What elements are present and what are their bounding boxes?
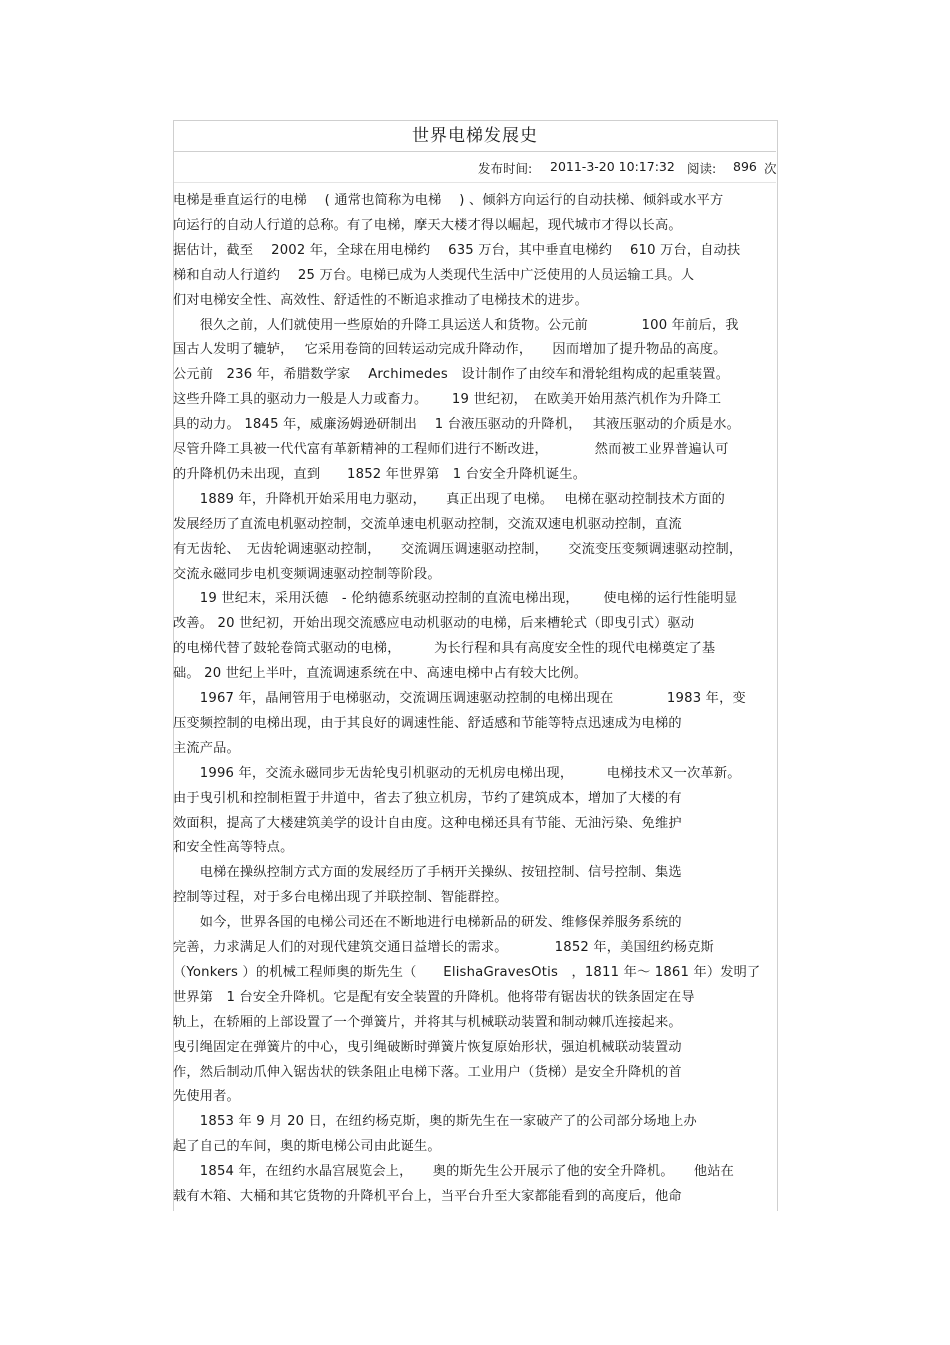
published-label: 发布时间: [478,161,533,176]
body-line: 向运行的自动人行道的总称。有了电梯，摩天大楼才得以崛起，现代城市才得以长高。 [173,217,682,233]
body-line: 主流产品。 [173,740,240,756]
reads-unit: 次 [764,161,777,176]
body-line: 19 世纪末，采用沃德 - 伦纳德系统驱动控制的直流电梯出现， 使电梯的运行性能明显 [173,591,738,607]
body-line: 1967 年，晶闸管用于电梯驱动，交流调压调速驱动控制的电梯出现在 1983 年，变 [173,691,746,706]
body-line: 世界第 1 台安全升降机。它是配有安全装置的升降机。他将带有锯齿状的铁条固定在导 [173,989,695,1005]
body-line: 效面积，提高了大楼建筑美学的设计自由度。这种电梯还具有节能、无油污染、免维护 [173,815,682,831]
body-line: 压变频控制的电梯出现，由于其良好的调速性能、舒适感和节能等特点迅速成为电梯的 [173,715,682,731]
body-line: 的升降机仍未出现，直到 1852 年世界第 1 台安全升降机诞生。 [173,466,587,482]
body-line: 载有木箱、大桶和其它货物的升降机平台上，当平台升至大家都能看到的高度后，他命 [173,1189,682,1204]
article-title: 世界电梯发展史 [174,121,776,152]
body-line: 改善。 20 世纪初，开始出现交流感应电动机驱动的电梯，后来槽轮式（即曳引式）驱动 [173,616,695,632]
body-line: 控制等过程，对于多台电梯出现了并联控制、智能群控。 [173,890,508,906]
body-line: 尽管升降工具被一代代富有革新精神的工程师们进行不断改进， 然而被工业界普遍认可 [173,442,729,457]
body-line: 先使用者。 [173,1089,240,1105]
body-line: 梯和自动人行道约 25 万台。电梯已成为人类现代生活中广泛使用的人员运输工具。人 [173,267,695,283]
body-line: 作，然后制动爪伸入锯齿状的铁条阻止电梯下落。工业用户（货梯）是安全升降机的首 [173,1064,682,1080]
body-line: 轨上，在轿厢的上部设置了一个弹簧片，并将其与机械联动装置和制动棘爪连接起来。 [173,1014,682,1030]
body-line: 由于曳引机和控制柜置于井道中，省去了独立机房，节约了建筑成本，增加了大楼的有 [173,790,682,806]
body-line: 完善，力求满足人们的对现代建筑交通日益增长的需求。 1852 年，美国纽约杨克斯 [173,940,714,955]
body-line: 1889 年，升降机开始采用电力驱动， 真正出现了电梯。 电梯在驱动控制技术方面的 [173,491,726,507]
body-line: 电梯是垂直运行的电梯 ( 通常也简称为电梯 ) 、倾斜方向运行的自动扶梯、倾斜或水平方 [173,193,724,208]
body-line: 电梯在操纵控制方式方面的发展经历了手柄开关操纵、按钮控制、信号控制、集选 [173,865,682,881]
body-line: 具的动力。 1845 年，威廉汤姆逊研制出 1 台液压驱动的升降机， 其液压驱动的介质是水。 [173,417,741,433]
body-line: 国古人发明了辘轳， 它采用卷筒的回转运动完成升降动作， 因而增加了提升物品的高度。 [173,342,727,358]
reads-label: 阅读: [687,161,717,176]
reads-value: 896 [733,159,757,174]
article-meta [174,152,776,183]
body-line: 的电梯代替了鼓轮卷筒式驱动的电梯， 为长行程和具有高度安全性的现代电梯奠定了基 [173,641,716,657]
body-line: 有无齿轮、 无齿轮调速驱动控制， 交流调压调速驱动控制， 交流变压变频调速驱动控制， [173,541,743,557]
body-line: 如今，世界各国的电梯公司还在不断地进行电梯新品的研发、维修保养服务系统的 [173,915,682,931]
body-line: 发展经历了直流电机驱动控制，交流单速电机驱动控制，交流双速电机驱动控制，直流 [173,516,682,532]
body-line: 们对电梯安全性、高效性、舒适性的不断追求推动了电梯技术的进步。 [173,292,589,308]
body-line: 1854 年，在纽约水晶宫展览会上， 奥的斯先生公开展示了他的安全升降机。 他站在 [173,1164,735,1180]
body-line: 1996 年，交流永磁同步无齿轮曳引机驱动的无机房电梯出现， 电梯技术又一次革新。 [173,765,741,781]
body-line: 1853 年 9 月 20 日，在纽约杨克斯，奥的斯先生在一家破产了的公司部分场地上办 [173,1114,697,1130]
body-line: 曳引绳固定在弹簧片的中心，曳引绳破断时弹簧片恢复原始形状，强迫机械联动装置动 [173,1039,682,1055]
body-line: 础。 20 世纪上半叶，直流调速系统在中、高速电梯中占有较大比例。 [173,666,588,682]
body-line: 和安全性高等特点。 [173,840,294,856]
body-line: （Yonkers ）的机械工程师奥的斯先生（ ElishaGravesOtis ，1811 年～ 1861 年）发明了 [173,964,761,980]
body-line: 交流永磁同步电机变频调速驱动控制等阶段。 [173,566,441,582]
body-line: 公元前 236 年，希腊数学家 Archimedes 设计制作了由绞车和滑轮组构成的起重装置。 [173,367,730,383]
body-line: 这些升降工具的驱动力一般是人力或畜力。 19 世纪初， 在欧美开始用蒸汽机作为升降工 [173,392,722,408]
published-value: 2011-3-20 10:17:32 [550,159,675,174]
body-line: 很久之前，人们就使用一些原始的升降工具运送人和货物。公元前 100 年前后，我 [173,317,739,333]
body-line: 起了自己的车间，奥的斯电梯公司由此诞生。 [173,1139,441,1155]
body-line: 据估计，截至 2002 年，全球在用电梯约 635 万台，其中垂直电梯约 610 万台，自动扶 [173,242,741,258]
